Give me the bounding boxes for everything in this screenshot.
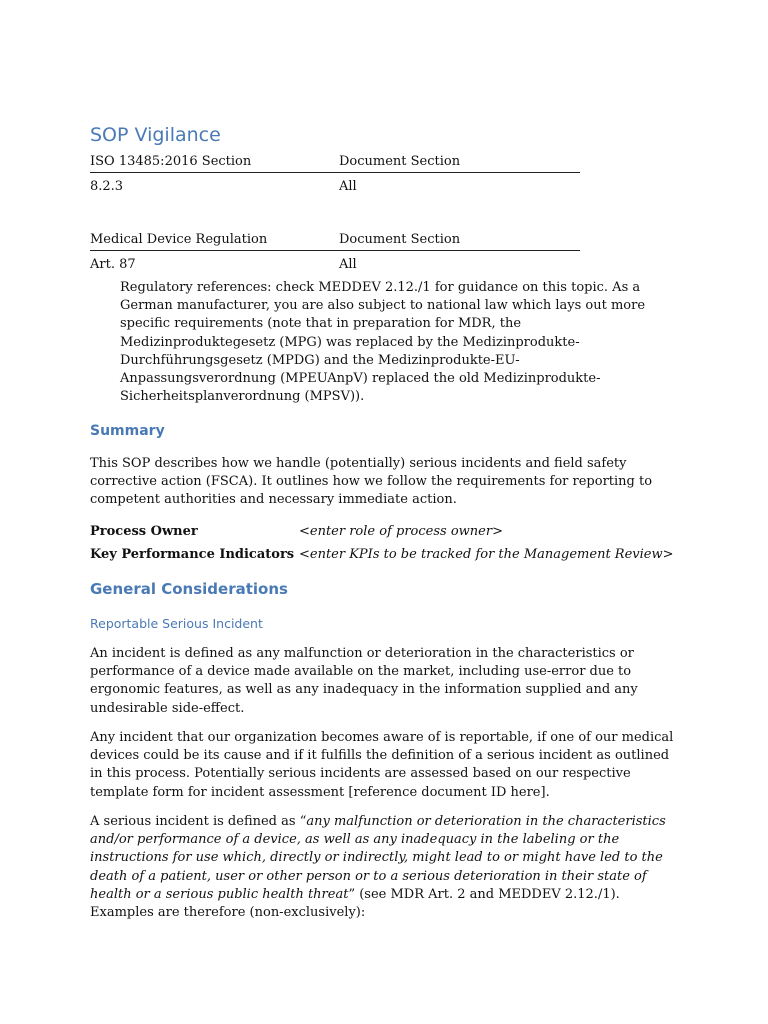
- table-cell: All: [339, 256, 357, 272]
- summary-text: This SOP describes how we handle (potentially) serious incidents and field safety corrective action (FSCA). It outlines how we follow the requirements for reporting to competent authorities and necessary immediate action.: [90, 456, 653, 508]
- para-suffix: ” (see MDR Art. 2 and MEDDEV 2.12./1). Examples are therefore (non-exclusively):: [90, 886, 620, 921]
- table-row: [90, 253, 580, 275]
- header-cell: Document Section: [339, 153, 461, 169]
- reportable-incident-subheading: Reportable Serious Incident: [90, 616, 263, 631]
- process-owner-value: <enter role of process owner>: [299, 524, 503, 539]
- kpi-label: Key Performance Indicators: [90, 547, 295, 562]
- process-info: [90, 520, 680, 566]
- table-header-row: [90, 228, 580, 251]
- general-considerations-heading: General Considerations: [90, 580, 288, 598]
- table-cell: 8.2.3: [90, 178, 124, 194]
- reportability-paragraph: Any incident that our organization becomes aware of is reportable, if one of our medical devices could be its cause and if it fulfills the definition of a serious incident as outlined in this process. Potentially serious incidents are assessed based on our respective template form for incident assessment [reference document ID here].: [90, 730, 674, 800]
- table-cell: All: [339, 178, 357, 194]
- process-owner-label: Process Owner: [90, 524, 198, 539]
- kpi-row: [90, 543, 680, 566]
- process-owner-row: [90, 520, 680, 543]
- table-cell: Art. 87: [90, 256, 136, 272]
- table-row: [90, 175, 580, 197]
- kpi-value: <enter KPIs to be tracked for the Management Review>: [299, 547, 674, 562]
- header-cell: Medical Device Regulation: [90, 231, 268, 247]
- serious-incident-paragraph: [90, 813, 675, 922]
- summary-heading: Summary: [90, 423, 165, 439]
- iso-reference-table: [90, 150, 580, 197]
- para-prefix: A serious incident is defined as “: [90, 814, 307, 829]
- header-cell: ISO 13485:2016 Section: [90, 153, 252, 169]
- header-cell: Document Section: [339, 231, 461, 247]
- incident-definition-paragraph: An incident is defined as any malfunction or deterioration in the characteristics or performance of a device made available on the market, including use-error due to ergonomic features, as well as any inadequacy in the information supplied and any undesirable side-effect.: [90, 646, 638, 716]
- table-header-row: [90, 150, 580, 173]
- regulatory-note: Regulatory references: check MEDDEV 2.12./1 for guidance on this topic. As a German manufacturer, you are also subject to national law which lays out more specific requirements (note that in preparation for MDR, the Medizinproduktegesetz (MPG) was replaced by the Medizinprodukte-Durchführungsgesetz (MPDG) and the Medizinprodukte-EU-Anpassungsverordnung (MPEUAnpV) replaced the old Medizinprodukte-Sicherheitsplanverordnung (MPSV)).: [120, 280, 646, 405]
- definition-quote: any malfunction or deterioration in the characteristics and/or performance of a device, as well as any inadequacy in the labeling or the instructions for use which, directly or indirectly, might lead to or might have led to the death of a patient, user or other person or to a serious deterioration in their state of health or a serious public health threat: [90, 814, 666, 902]
- document-title: SOP Vigilance: [90, 124, 221, 146]
- mdr-reference-table: [90, 228, 580, 275]
